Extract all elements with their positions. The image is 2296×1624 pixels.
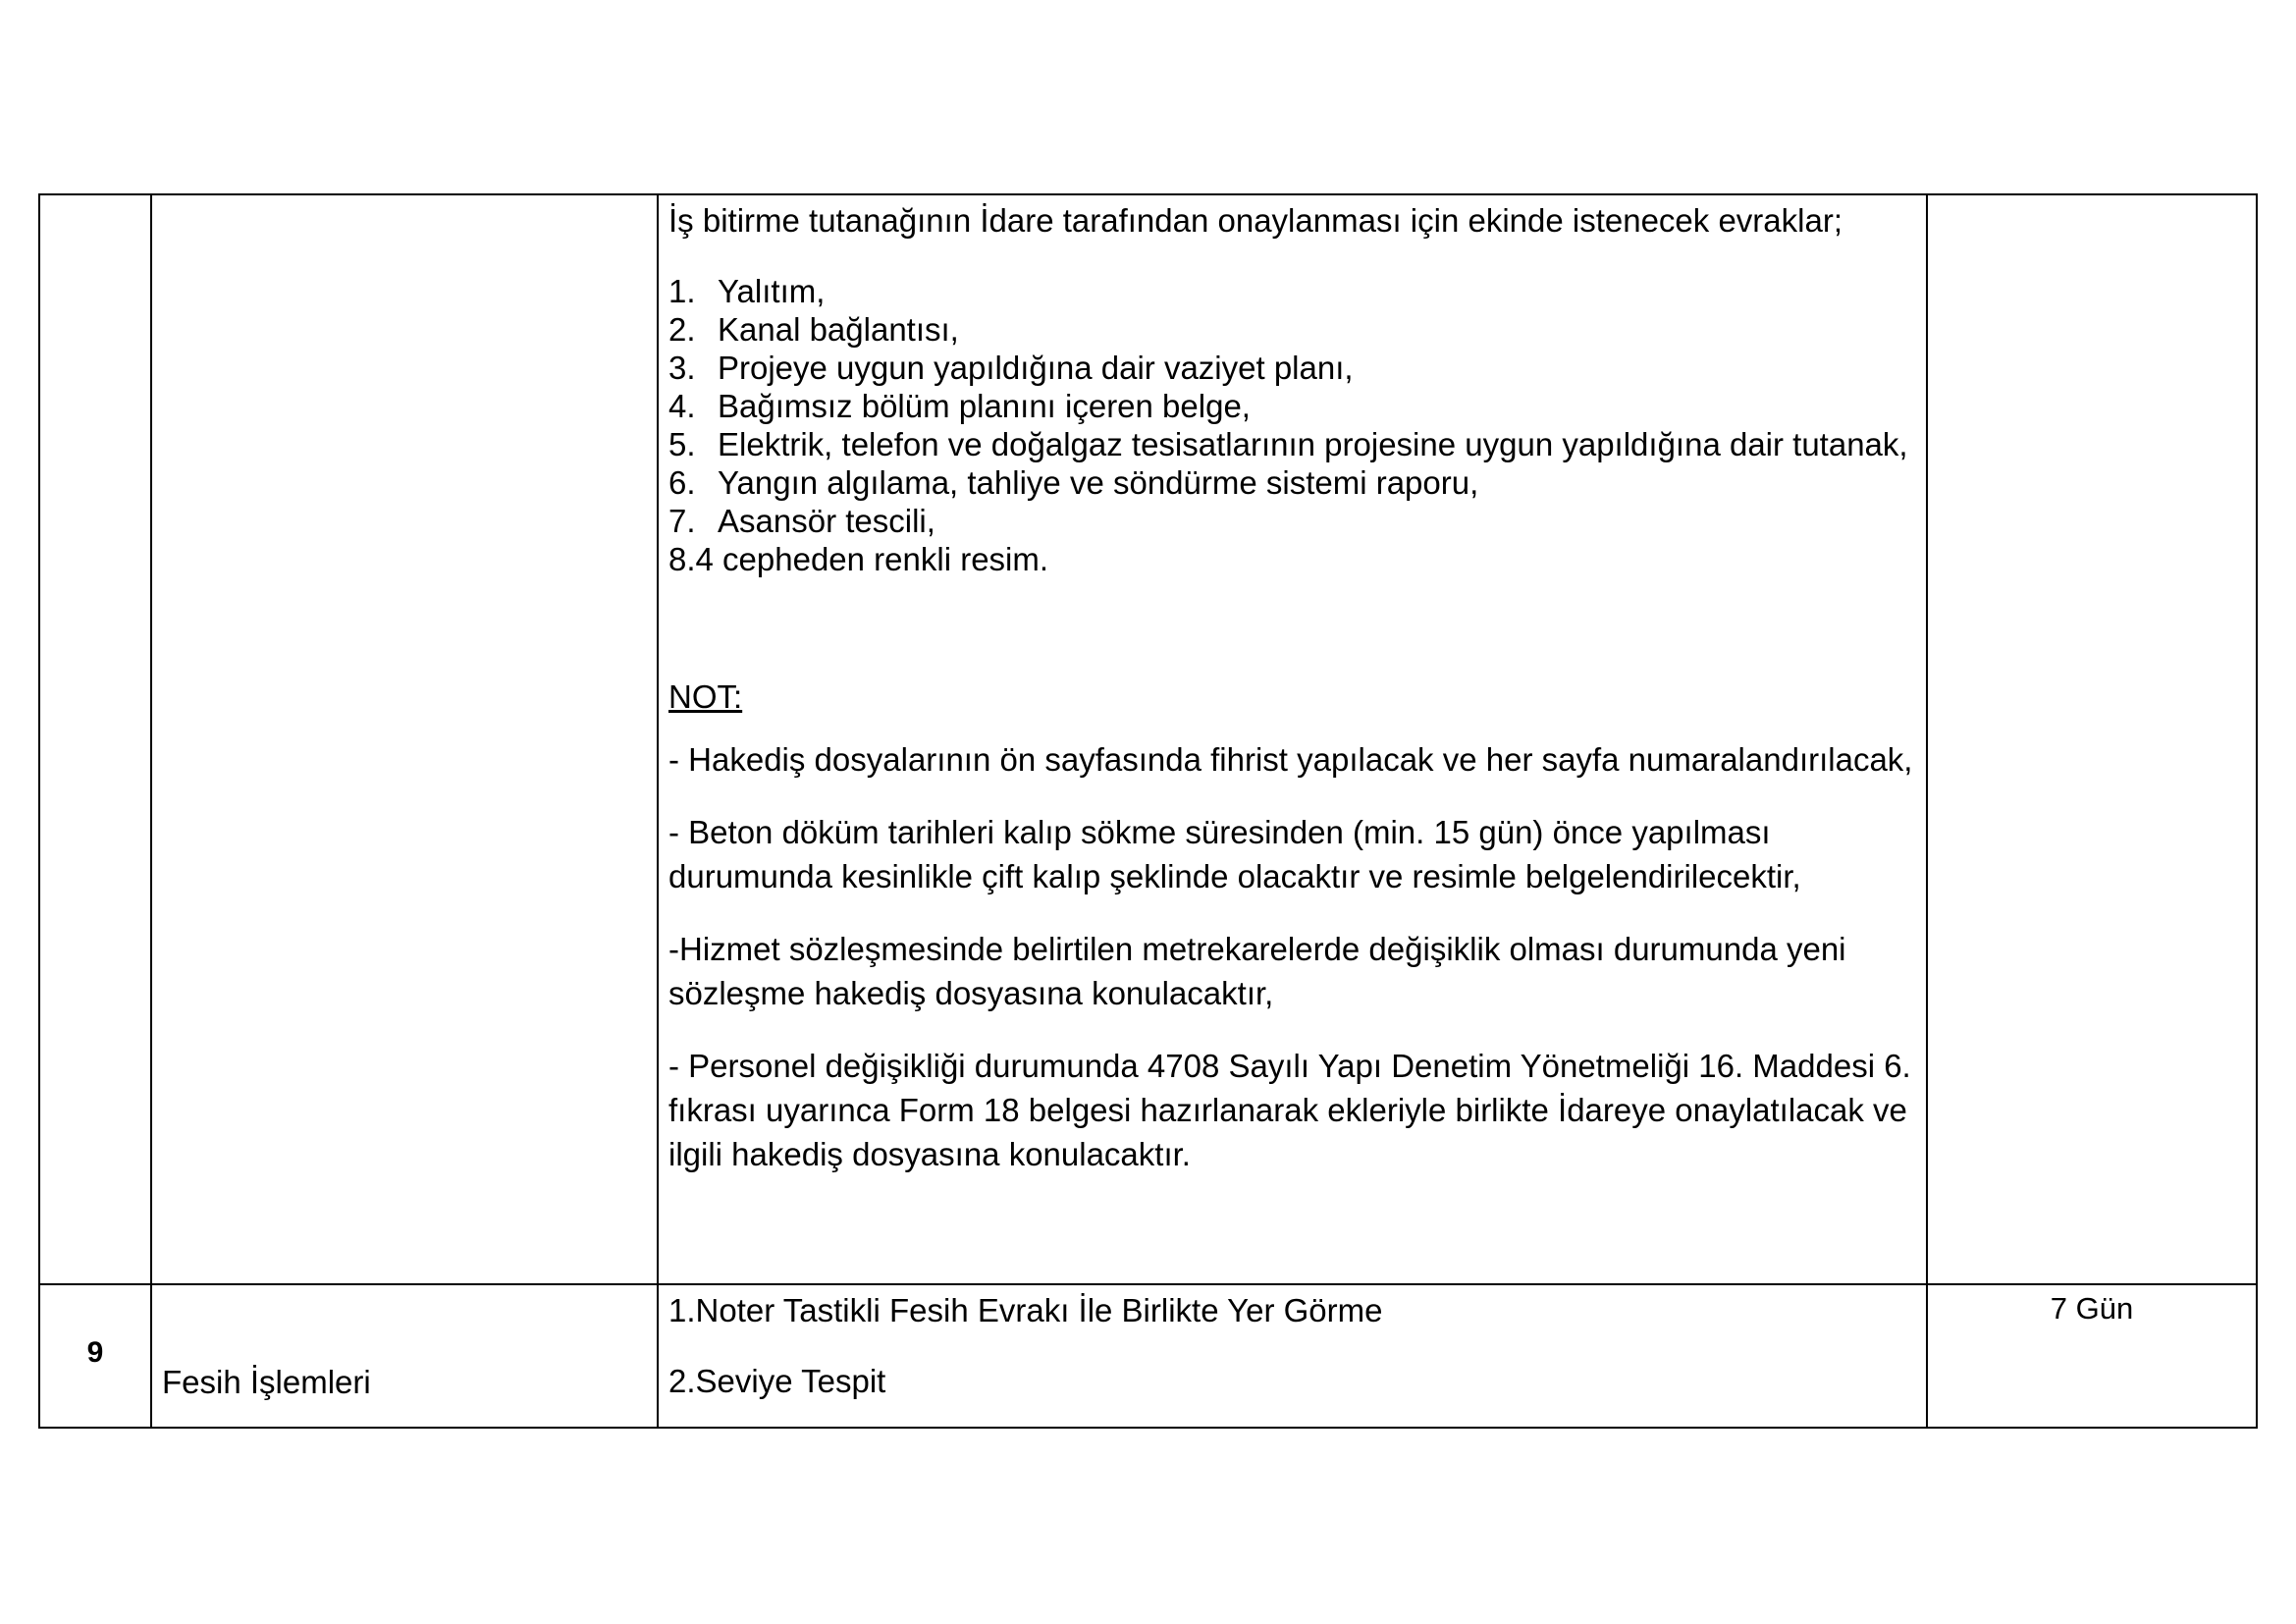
procedure-step: 1.Noter Tastikli Fesih Evrakı İle Birlikte Yer Görme (668, 1292, 1383, 1328)
list-item-text: Yalıtım, (718, 273, 826, 309)
table-row-9 (39, 1284, 2257, 1428)
list-item-text: Projeye uygun yapıldığına dair vaziyet planı, (718, 350, 1354, 386)
list-item (668, 463, 1916, 502)
list-item (668, 502, 1916, 540)
row-duration: 7 Gün (2050, 1291, 2134, 1326)
list-item-number: 6. (668, 464, 696, 501)
row-number-cell (39, 1284, 151, 1428)
list-item-number: 2. (668, 311, 696, 348)
row-number-cell-empty (39, 194, 151, 1284)
note-paragraph: - Beton döküm tarihleri kalıp sökme süresinden (min. 15 gün) önce yapılması durumunda kesinlikle çift kalıp şeklinde olacaktır ve resimle belgelendirilecektir, (668, 814, 1801, 894)
list-item-number: 1. (668, 273, 696, 309)
row-title-cell (151, 1284, 658, 1428)
list-item-text: Yangın algılama, tahliye ve söndürme sistemi raporu, (718, 464, 1479, 501)
required-documents-list (668, 272, 1916, 540)
row-title: Fesih İşlemleri (162, 1364, 371, 1400)
row-title-cell-empty (151, 194, 658, 1284)
list-item (668, 425, 1916, 463)
row-duration-cell (1927, 1284, 2257, 1428)
row-number: 9 (86, 1335, 104, 1369)
list-item-number: 4. (668, 388, 696, 424)
list-item (668, 272, 1916, 310)
list-item-text: Asansör tescili, (718, 503, 935, 539)
list-item (668, 349, 1916, 387)
note-heading: NOT: (668, 678, 743, 715)
list-item-text: Kanal bağlantısı, (718, 311, 959, 348)
note-paragraph: - Hakediş dosyalarının ön sayfasında fihrist yapılacak ve her sayfa numaralandırılacak, (668, 741, 1913, 778)
table-row-continued (39, 194, 2257, 1284)
list-item-8: 8.4 cepheden renkli resim. (668, 541, 1049, 577)
list-item (668, 310, 1916, 349)
procedure-step: 2.Seviye Tespit (668, 1363, 886, 1399)
list-item-text: Elektrik, telefon ve doğalgaz tesisatlarının projesine uygun yapıldığına dair tutanak, (718, 426, 1908, 462)
list-item-number: 3. (668, 350, 696, 386)
row-description-cell (658, 194, 1927, 1284)
list-item-number: 5. (668, 426, 696, 462)
list-item (668, 387, 1916, 425)
note-paragraph: - Personel değişikliği durumunda 4708 Sayılı Yapı Denetim Yönetmeliği 16. Maddesi 6. fıkrası uyarınca Form 18 belgesi hazırlanarak ekleriyle birlikte İdareye onaylatılacak ve ilgili hakediş dosyasına konulacaktır. (668, 1048, 1911, 1172)
note-paragraph: -Hizmet sözleşmesinde belirtilen metrekarelerde değişiklik olması durumunda yeni sözleşme hakediş dosyasına konulacaktır, (668, 931, 1846, 1011)
list-item-text: Bağımsız bölüm planını içeren belge, (718, 388, 1251, 424)
row-description-cell (658, 1284, 1927, 1428)
procedure-table (38, 193, 2258, 1429)
row-duration-cell-empty (1927, 194, 2257, 1284)
list-item-number: 7. (668, 503, 696, 539)
required-documents-intro: İş bitirme tutanağının İdare tarafından onaylanması için ekinde istenecek evraklar; (668, 202, 1842, 239)
